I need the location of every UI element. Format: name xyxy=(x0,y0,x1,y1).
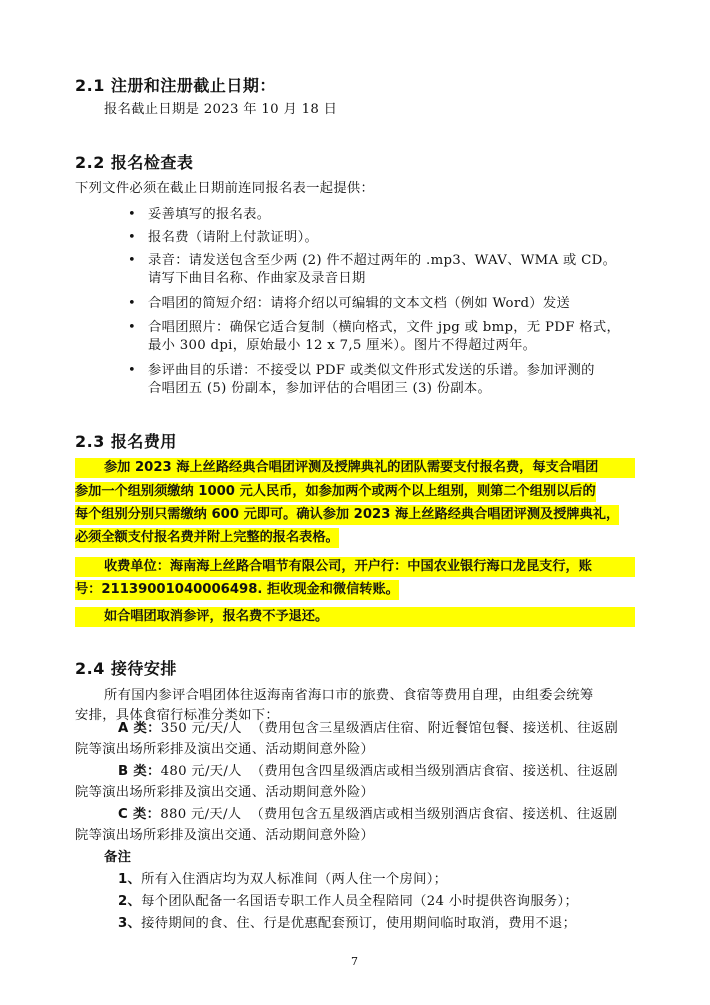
fee-line: 必须全额支付报名费并附上完整的报名表格。 xyxy=(75,528,339,548)
class-label: B 类： xyxy=(118,764,161,779)
bullet: • xyxy=(128,230,136,245)
checklist-intro: 下列文件必须在截止日期前连同报名表一起提供： xyxy=(75,181,375,196)
checklist-item-cont: 最小 300 dpi，原始最小 12 x 7,5 厘米）。图片不得超过两年。 xyxy=(148,338,537,353)
page-number: 7 xyxy=(351,955,359,968)
reception-intro-cont: 安排，具体食宿行标准分类如下： xyxy=(75,708,279,723)
checklist-item-cont: 合唱团五 (5) 份副本，参加评估的合唱团三 (3) 份副本。 xyxy=(148,381,492,396)
class-price: 880 元/天/人 xyxy=(160,807,242,822)
checklist-item: 录音：请发送包含至少两 (2) 件不超过两年的 .mp3、WAV、WMA 或 CD。 xyxy=(148,253,617,268)
note-number: 2、 xyxy=(118,894,142,909)
section-2-1-title: 2.1 注册和注册截止日期： xyxy=(75,76,276,95)
bullet: • xyxy=(128,296,136,311)
class-desc-cont: 院等演出场所彩排及演出交通、活动期间意外险） xyxy=(75,828,375,843)
payee-line: 号：21139001040006498. 拒收现金和微信转账。 xyxy=(75,580,399,600)
checklist-item: 报名费（请附上付款证明）。 xyxy=(148,230,319,245)
bullet: • xyxy=(128,363,136,378)
bullet: • xyxy=(128,207,136,222)
section-2-3-title: 2.3 报名费用 xyxy=(75,432,177,451)
checklist-item: 妥善填写的报名表。 xyxy=(148,207,271,222)
checklist-item: 合唱团照片：确保它适合复制（横向格式，文件 jpg 或 bmp，无 PDF 格式， xyxy=(148,320,621,335)
section-2-4-title: 2.4 接待安排 xyxy=(75,659,177,678)
class-desc: （费用包含四星级酒店或相当级别酒店食宿、接送机、往返剧 xyxy=(250,764,618,779)
class-desc-cont: 院等演出场所彩排及演出交通、活动期间意外险） xyxy=(75,785,375,800)
class-price: 480 元/天/人 xyxy=(160,764,242,779)
class-c xyxy=(118,806,618,824)
bullet: • xyxy=(128,320,136,335)
class-desc-cont: 院等演出场所彩排及演出交通、活动期间意外险） xyxy=(75,742,375,757)
fee-line: 参加一个组别须缴纳 1000 元人民币，如参加两个或两个以上组别，则第二个组别以后的 xyxy=(75,482,596,502)
checklist-item: 参评曲目的乐谱：不接受以 PDF 或类似文件形式发送的乐谱。参加评测的 xyxy=(148,363,595,378)
notes-title: 备注 xyxy=(104,850,132,865)
note-item xyxy=(118,871,447,889)
note-text: 每个团队配备一名国语专职工作人员全程陪同（24 小时提供咨询服务）； xyxy=(141,894,579,909)
class-label: C 类： xyxy=(118,807,161,822)
cancellation-note: 如合唱团取消参评，报名费不予退还。 xyxy=(75,607,635,627)
class-a xyxy=(118,720,618,738)
class-desc: （费用包含三星级酒店住宿、附近餐馆包餐、接送机、往返剧 xyxy=(250,721,619,736)
note-number: 1、 xyxy=(118,872,142,887)
checklist-item: 合唱团的简短介绍：请将介绍以可编辑的文本文档（例如 Word）发送 xyxy=(148,296,571,311)
payee-line: 收费单位：海南海上丝路合唱节有限公司，开户行：中国农业银行海口龙昆支行，账 xyxy=(75,557,635,577)
note-text: 接待期间的食、住、行是优惠配套预订，使用期间临时取消，费用不退； xyxy=(141,916,577,931)
bullet: • xyxy=(128,253,136,268)
fee-line: 每个组别分别只需缴纳 600 元即可。确认参加 2023 海上丝路经典合唱团评测及授牌典礼， xyxy=(75,505,619,525)
fee-line: 参加 2023 海上丝路经典合唱团评测及授牌典礼的团队需要支付报名费，每支合唱团 xyxy=(75,458,635,478)
note-number: 3、 xyxy=(118,916,142,931)
class-b xyxy=(118,763,618,781)
note-item xyxy=(118,893,578,911)
class-label: A 类： xyxy=(118,721,161,736)
class-desc: （费用包含五星级酒店或相当级别酒店食宿、接送机、往返剧 xyxy=(250,807,618,822)
reception-intro: 所有国内参评合唱团体往返海南省海口市的旅费、食宿等费用自理，由组委会统筹 xyxy=(104,688,594,703)
checklist-item-cont: 请写下曲目名称、作曲家及录音日期 xyxy=(148,271,366,286)
note-text: 所有入住酒店均为双人标准间（两人住一个房间）； xyxy=(141,872,448,887)
section-2-2-title: 2.2 报名检查表 xyxy=(75,153,194,172)
registration-deadline: 报名截止日期是 2023 年 10 月 18 日 xyxy=(104,102,338,117)
class-price: 350 元/天/人 xyxy=(160,721,242,736)
note-item xyxy=(118,915,576,933)
